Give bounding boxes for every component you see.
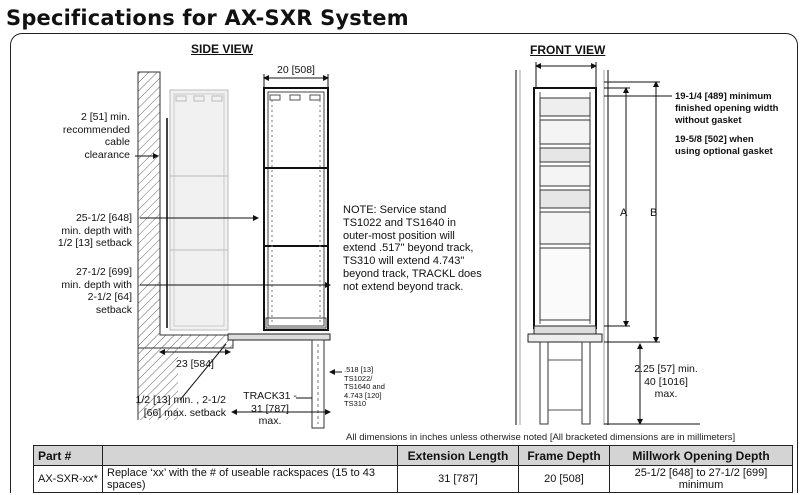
cell-description: Replace ‘xx’ with the # of useable rackspaces (15 to 43 spaces)	[103, 466, 398, 493]
units-footnote: All dimensions in inches unless otherwise noted [All bracketed dimensions are in millimeters]	[346, 432, 736, 443]
min-depth-setback-two-half-label: 27-1/2 [699] min. depth with 2-1/2 [64] setback	[61, 266, 132, 316]
side-view-drawing	[135, 72, 342, 428]
cell-part-number: AX-SXR-xx*	[34, 466, 103, 493]
optional-gasket-width-label: 19-5/8 [502] when using optional gasket	[675, 134, 773, 157]
header-frame-depth: Frame Depth	[519, 446, 610, 466]
floor-clearance-label: 2.25 [57] min. 40 [1016] max.	[634, 363, 698, 400]
track-length-label: TRACK31 - 31 [787] max.	[243, 390, 297, 427]
header-millwork-opening-depth: Millwork Opening Depth	[610, 446, 793, 466]
front-view-heading: FRONT VIEW	[530, 43, 606, 57]
header-description	[103, 446, 398, 466]
setback-range-label: 1/2 [13] min. , 2-1/2 [66] max. setback	[135, 394, 226, 419]
page-title: Specifications for AX-SXR System	[6, 6, 409, 30]
spec-table	[33, 445, 793, 493]
cable-clearance-label: 2 [51] min. recommended cable clearance	[62, 111, 130, 161]
min-depth-setback-half-label: 25-1/2 [648] min. depth with 1/2 [13] setback	[57, 212, 132, 249]
service-stand-extension-note: .518 [13] TS1022/ TS1640 and 4.743 [120] TS310	[344, 365, 385, 408]
frame-width-label: 20 [508]	[277, 64, 315, 76]
dimension-a-label: A	[620, 207, 628, 219]
finished-opening-width-label: 19-1/4 [489] minimum finished opening width without gasket	[675, 91, 779, 126]
dimension-b-label: B	[650, 207, 658, 219]
header-extension-length: Extension Length	[398, 446, 519, 466]
cell-millwork-opening-depth: 25-1/2 [648] to 27-1/2 [699] minimum	[610, 466, 793, 493]
service-stand-note: NOTE: Service stand TS1022 and TS1640 in outer-most position will extend .517" beyond track, TS310 will extend 4.743" beyond track, TRACKL does not extend beyond track.	[343, 204, 482, 293]
header-part-number: Part #	[34, 446, 103, 466]
cell-frame-depth: 20 [508]	[519, 466, 610, 493]
floor-depth-label: 23 [584]	[176, 358, 214, 370]
side-view-heading: SIDE VIEW	[191, 42, 254, 56]
spec-table-header	[34, 446, 793, 466]
cell-extension-length: 31 [787]	[398, 466, 519, 493]
table-row	[34, 466, 793, 493]
